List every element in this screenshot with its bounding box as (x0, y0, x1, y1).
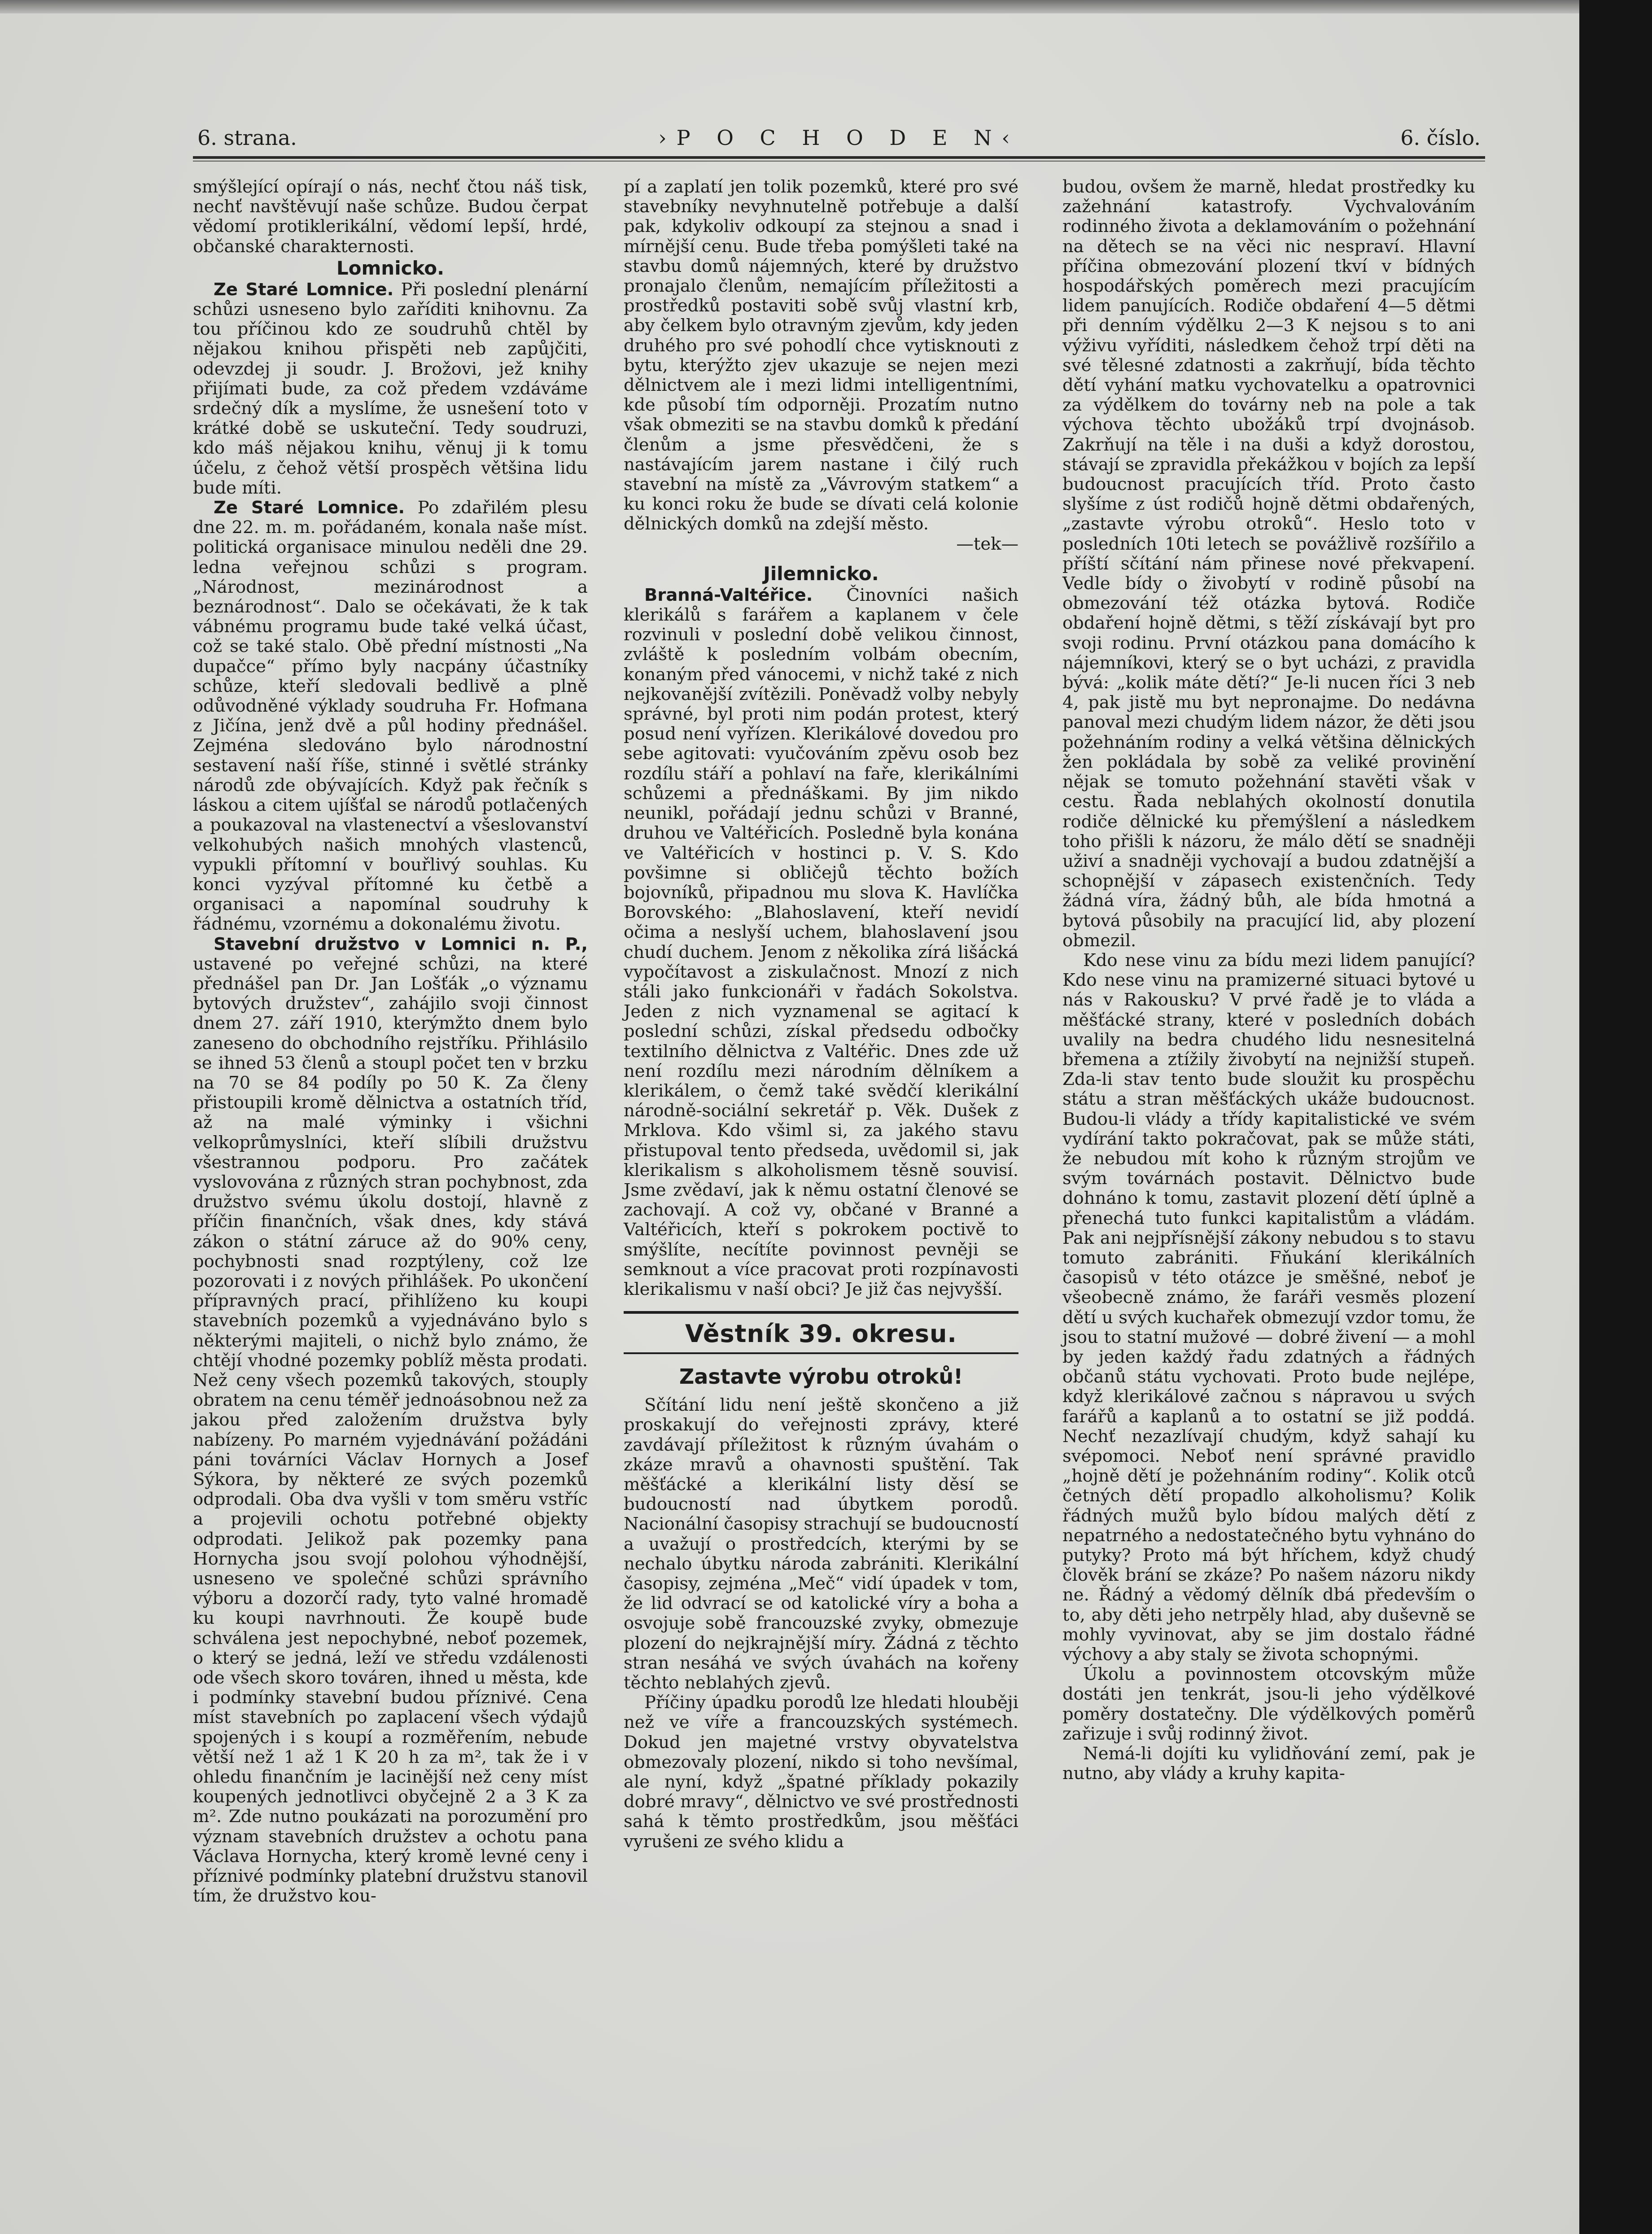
zastavte-paragraph-1: Sčítání lidu není ještě skončeno a již proskakují do veřejnosti zprávy, které zavdávají příležitost k různým úvahám o zkáze mravů a ohavnosti spuštění. Tak měšťácké a klerikální listy děsí se budoucností nad úbytkem porodů. Nacionální časopisy strachují se budoucností a uvažují o prostředcích, kterými by se nechalo úbytku národa zabrániti. Klerikální časopisy, zejména „Meč“ vidí úpadek v tom, že lid odvrací se od katolické víry a boha a osvojuje sobě francouzské zvyky, obmezuje plození do nejkrajnější míry. Žádná z těchto stran nesáhá ve svých úvahách na kořeny těchto neblahých zjevů. (624, 1395, 1018, 1693)
newspaper-title: ›P O C H O D E N‹ (658, 126, 1020, 150)
section-heading-lomnicko: Lomnicko. (336, 257, 445, 279)
issue-number: 6. číslo. (1400, 126, 1481, 150)
zastavte-paragraph-6: Nemá-li dojíti ku vylidňování zemí, pak je nutno, aby vlády a kruhy kapita- (1062, 1744, 1475, 1784)
article-body: Po zdařilém plesu dne 22. m. m. pořádaném, konala naše míst. politická organisace minulou neděli dne 29. ledna veřejnou schůzi s program. „Národnost, mezinárodnost a beznárodnost“. Dalo se očekávati, že k tak vábnému programu bude také velká účast, což se také stalo. Obě přední místnosti „Na dupačce“ přímo byly nacpány účastníky schůze, kteří sledovali bedlivě a plně odůvodněné výklady soudruha Fr. Hofmana z Jičína, jenž dvě a půl hodiny přednášel. Zejména sledováno bylo národnostní sestavení naší říše, stinné i světlé stránky národů zde obývajících. Když pak řečník s láskou a citem ujíšťal se národů potlačených a poukazoval na vlastenectví a všeslovanství velkohubých našich mnohých vlastenců, vypukli přítomní v bouřlivý souhlas. Ku konci vyzýval přítomné ku četbě a organisaci a napomínal soudruhy k řádnému, vzornému a dokonalému životu. (193, 498, 588, 935)
column-1 (193, 177, 588, 1906)
section-heading-jilemnicko: Jilemnicko. (763, 562, 879, 585)
header-rule-thin (193, 161, 1485, 162)
article-lomnice-meeting (193, 498, 588, 934)
article-lomnice-library (193, 280, 588, 498)
article-lead: Stavební družstvo v Lomnici n. P., (214, 934, 588, 954)
article-body: ustavené po veřejné schůzi, na které přednášel pan Dr. Jan Lošťák „o významu bytových družstev“, zahájilo svoji činnost dnem 27. září 1910, kterýmžto dnem bylo zaneseno do obchodního rejstříku. Přihlásilo se ihned 53 členů a stoupl počet ten v brzku na 70 se 84 podíly po 50 K. Za členy přistoupili kromě dělnictva a ostatních tříd, až na malé výminky i všichni velkoprůmyslníci, kteří slíbili družstvu všestrannou podporu. Pro začátek vyslovována z různých stran pochybnost, zda družstvo svému úkolu dostojí, hlavně z příčin finančních, však dnes, kdy stává zákon o státní záruce až do 90% ceny, pochybnosti snad rozptýleny, což lze pozorovati i z nových přihlášek. Po ukončení přípravných prací, přihlíženo ku koupi stavebních pozemků a vyjednáváno bylo s některými majiteli, o nichž bylo známo, že chtějí vhodné pozemky poblíž města prodati. Než ceny všech pozemků takových, stouply obratem na cenu téměř jednoásobnou než za jakou před založením družstva byly nabízeny. Po marném vyjednávání požádáni páni továrníci Václav Hornych a Josef Sýkora, by některé ze svých pozemků odprodali. Oba dva vyšli v tom směru vstříc a projevili ochotu potřebné objekty odprodati. Jelikož pak pozemky pana Hornycha jsou svojí polohou výhodnější, usneseno ve společné schůzi správního výboru a dozorčí rady, tyto valné hromadě ku koupi navrhnouti. Že koupě bude schválena jest nepochybné, neboť pozemek, o který se jedná, leží ve středu vzdálenosti ode všech skoro továren, ihned u města, kde i podmínky stavební budou příznivé. Cena míst stavebních po zaplacení všech výdajů spojených i s koupí a rozměřením, nebude větší než 1 až 1 K 20 h za m², tak že i v ohledu finančním je lacinější než ceny míst koupených jednotlivci obyčejně 2 a 3 K za m². Zde nutno poukázati na porozumění pro význam stavebních družstev a ochotu pana Václava Hornycha, který kromě levné ceny i příznivé podmínky platební družstvu stanovil tím, že družstvo kou- (193, 953, 588, 1906)
page-header (197, 126, 1481, 157)
section-banner-vestnik: Věstník 39. okresu. (624, 1311, 1018, 1354)
column-2 (624, 177, 1018, 1852)
article-body: Při poslední plenární schůzi usneseno bylo zaříditi knihovnu. Za tou příčinou kdo ze soudruhů chtěl by nějakou knihou přispěti neb zapůjčiti, odevzdej ji soudr. J. Brožovi, jež knihy přijímati bude, za což předem vzdáváme srdečný dík a myslíme, že usnešení toto v krátké době se uskuteční. Tedy soudruzi, kdo máš nějakou knihu, věnuj ji k tomu účelu, z čehož větší prospěch většina lidu bude míti. (193, 279, 588, 498)
page-number: 6. strana. (197, 126, 297, 150)
article-lead: Branná-Valtéřice. (644, 585, 813, 605)
author-signature: —tek— (956, 533, 1018, 554)
article-branna-valterice (624, 586, 1018, 1299)
article-stavebni-druzstvo (193, 935, 588, 1906)
zastavte-paragraph-3: budou, ovšem že marně, hledat prostředky ku zažehnání katastrofy. Vychvalováním rodinného života a deklamováním o požehnání na dětech se na věci nic nespraví. Hlavní příčina obmezování plození tkví v bídných hospodářských poměrech mezi pracujícím lidem panujících. Rodiče obdaření 4—5 dětmi při denním výdělku 2—3 K nejsou s to ani výživu vyříditi, následkem čehož trpí děti na své tělesné zdatnosti a zakrňují, bída těchto dětí vyhání matku vychovatelku a opatrovnici za výdělkem do továrny neb na pole a tak výchova těchto ubožáků trpí dvojnásob. Zakrňují na těle i na duši a když dorostou, stávají se zpravidla překážkou v bojích za lepší budoucnost pracujících tříd. Proto často slyšíme z úst rodičů hojně dětmi obdařených, „zastavte výrobu otroků“. Heslo toto v posledních 10ti letech se povážlivě rozšířilo a příští sčítání nám přinese nové překvapení. Vedle bídy o živobytí v rodině působí na obmezování též otázka bytová. Rodiče obdaření hojně dětmi, s těží získávají byt pro svoji rodinu. První otázkou pana domácího k nájemníkovi, který se o byt ucházi, z pravidla bývá: „kolik máte dětí?“ Je-li nucen říci 3 neb 4, pak jistě mu byt nepronajme. Do nedávna panoval mezi chudým lidem názor, že děti jsou požehnáním rodiny a velká většina dělnických žen pokládala by sobě za veliké provinění nějak se tomuto požehnání stavěti však v cestu. Řada neblahých okolností donutila rodiče dělnické ku přemýšlení a následkem toho přišli k názoru, že málo dětí se snadněji uživí a snadněji vychovají a budou zdatnější a schopnější v zápasech existenčních. Tedy žádná víra, žádný bůh, ale bída hmotná a bytová působily na pracující lid, aby plození obmezil. (1062, 177, 1475, 951)
intro-paragraph: smýšlející opírají o nás, nechť čtou náš tisk, nechť navštěvují naše schůze. Budou čerpat vědomí protiklerikální, vědomí lepší, hrdé, občanské charakternosti. (193, 177, 588, 257)
zastavte-paragraph-4: Kdo nese vinu za bídu mezi lidem panující? Kdo nese vinu na pramizerné situaci bytové u nás v Rakousku? V prvé řadě je to vláda a měšťácké strany, které v posledních dobách uvalily na bedra chudého lidu nesnesitelná břemena a ztížily živobytí na nejnižší stupeň. Zda-li stav tento bude sloužit ku prospěchu státu a stran měšťáckých ukáže budoucnost. Budou-li vlády a třídy kapitalistické ve svém vydírání takto pokračovat, pak se může státi, že nebudou mít koho k různým strojům ve svým továrnách postavit. Dělnictvo bude dohnáno k tomu, zastavit plození dětí úplně a přenechá tuto funkci kapitalistům a vládám. Pak ani nejpřísnější zákony nebudou s to stavu tomuto zabrániti. Fňukání klerikálních časopisů v této otázce je směšné, neboť je všeobecně známo, že faráři vesměs plození dětí u svých kuchařek obmezují vzdor tomu, že jsou to statní mužové — dobré živení — a mohl by jeden každý řadu zdatných a řádných občanů státu vychovati. Proto bude nejlépe, když klerikálové začnou s nápravou u svých farářů a kaplanů a to ostatní se již poddá. Nechť nezazlívají chudým, když sahají ku svépomoci. Neboť není správné pravidlo „hojně dětí je požehnáním rodiny“. Kolik otců četných dětí propadlo alkoholismu? Kolik řádných mužů bylo bídou malých dětí z nepatrného a nedostatečného bytu vyhnáno do putyky? Proto má být hříchem, když chudý člověk brání se zkáze? Po našem názoru nikdy ne. Řádný a vědomý dělník dbá především o to, aby děti jeho netrpěly hlad, aby duševně se mohly vyvinovat, aby se jim dostalo řádné výchovy a aby staly se života schopnými. (1062, 950, 1475, 1665)
zastavte-paragraph-5: Úkolu a povinnostem otcovským může dostáti jen tenkrát, jsou-li jeho výdělkové poměry dostatečny. Dle výdělkových poměrů zařizuje i svůj rodinný život. (1062, 1664, 1475, 1744)
scan-top-edge (0, 0, 1579, 13)
continued-paragraph: pí a zaplatí jen tolik pozemků, které pro své stavebníky nevyhnutelně potřebuje a další pak, kdykoliv odkoupí za stejnou a snad i mírnější cenu. Bude třeba pomýšleti také na stavbu domů nájemných, které by družstvo pronajalo členům, nemajícím příležitosti a prostředků postaviti sobě svůj vlastní krb, aby čelkem bylo otravným zjevům, kdy jeden druhého pro své pohodlí chce vytisknouti z bytu, kterýžto zjev ukazuje se nejen mezi dělnictvem ale i mezi lidmi intelligentními, kde působí tím odporněji. Prozatím nutno však obmeziti se na stavbu domků k předání členům a jsme přesvědčeni, že s nastávajícím jarem nastane i čilý ruch stavební na místě za „Vávrovým statkem“ a ku konci roku že bude se dívati celá kolonie dělnických domků na zdejší město. (624, 177, 1018, 534)
zastavte-paragraph-2: Příčiny úpadku porodů lze hledati hlouběji než ve víře a francouzských systémech. Dokud jen majetné vrstvy obyvatelstva obmezovaly plození, nikdo si toho nevšímal, ale nyní, když „špatné příklady pokazily dobré mravy“, dělnictvo ve své prostřednosti sahá k těmto prostředkům, jsou měšťáci vyrušeni ze svého klidu a (624, 1692, 1018, 1852)
article-body: Činovníci našich klerikálů s farářem a kaplanem v čele rozvinuli v poslední době velikou činnost, zvláště k posledním volbám obecním, konaným před vánocemi, v nichž také z nich nejkovanější zvítězili. Poněvadž volby nebyly správné, byl proti nim podán protest, který posud není vyřízen. Klerikálové dovedou pro sebe agitovati: vyučováním zpěvu osob bez rozdílu stáří a pohlaví na faře, klerikálními schůzemi a přednáškami. By jim nikdo neunikl, pořádají jednu schůzi v Branné, druhou ve Valtéřicích. Posledně byla konána ve Valtéřicích v hostinci p. V. S. Kdo povšimne si obličejů těchto božích bojovníků, připadnou mu slova K. Havlíčka Borovského: „Blahoslavení, kteří nevidí očima a neslyší uchem, blahoslavení jsou chudí duchem. Jenom z několika zírá lišácká vypočítavost a ziskulačnost. Mnozí z nich stáli jako funkcionáři v řadách Sokolstva. Jeden z nich vyznamenal se agitací k poslední schůzi, získal předsedu odbočky textilního dělnictva z Valtéřic. Dnes zde už není rozdílu mezi národním dělníkem a klerikálem, o čemž také svědčí klerikální národně-sociální sekretář p. Věk. Dušek z Mrklova. Kdo všiml si, za jakého stavu přistupoval tento předseda, uvědomil si, jak klerikalism s alkoholismem těsně souvisí. Jsme zvědaví, jak k němu ostatní členové se zachovají. A což vy, občané v Branné a Valtéřicích, kteří s pokrokem poctivě to smýšlíte, necítíte povinnost pevněji se semknout a více pracovat proti rozpínavosti klerikalismu v naší obci? Je již čas nejvyšší. (624, 585, 1018, 1299)
column-3 (1062, 177, 1475, 1784)
article-lead: Ze Staré Lomnice. (214, 279, 394, 300)
header-rule (193, 156, 1485, 159)
article-lead: Ze Staré Lomnice. (214, 498, 405, 518)
article-title-zastavte: Zastavte výrobu otroků! (679, 1364, 963, 1389)
